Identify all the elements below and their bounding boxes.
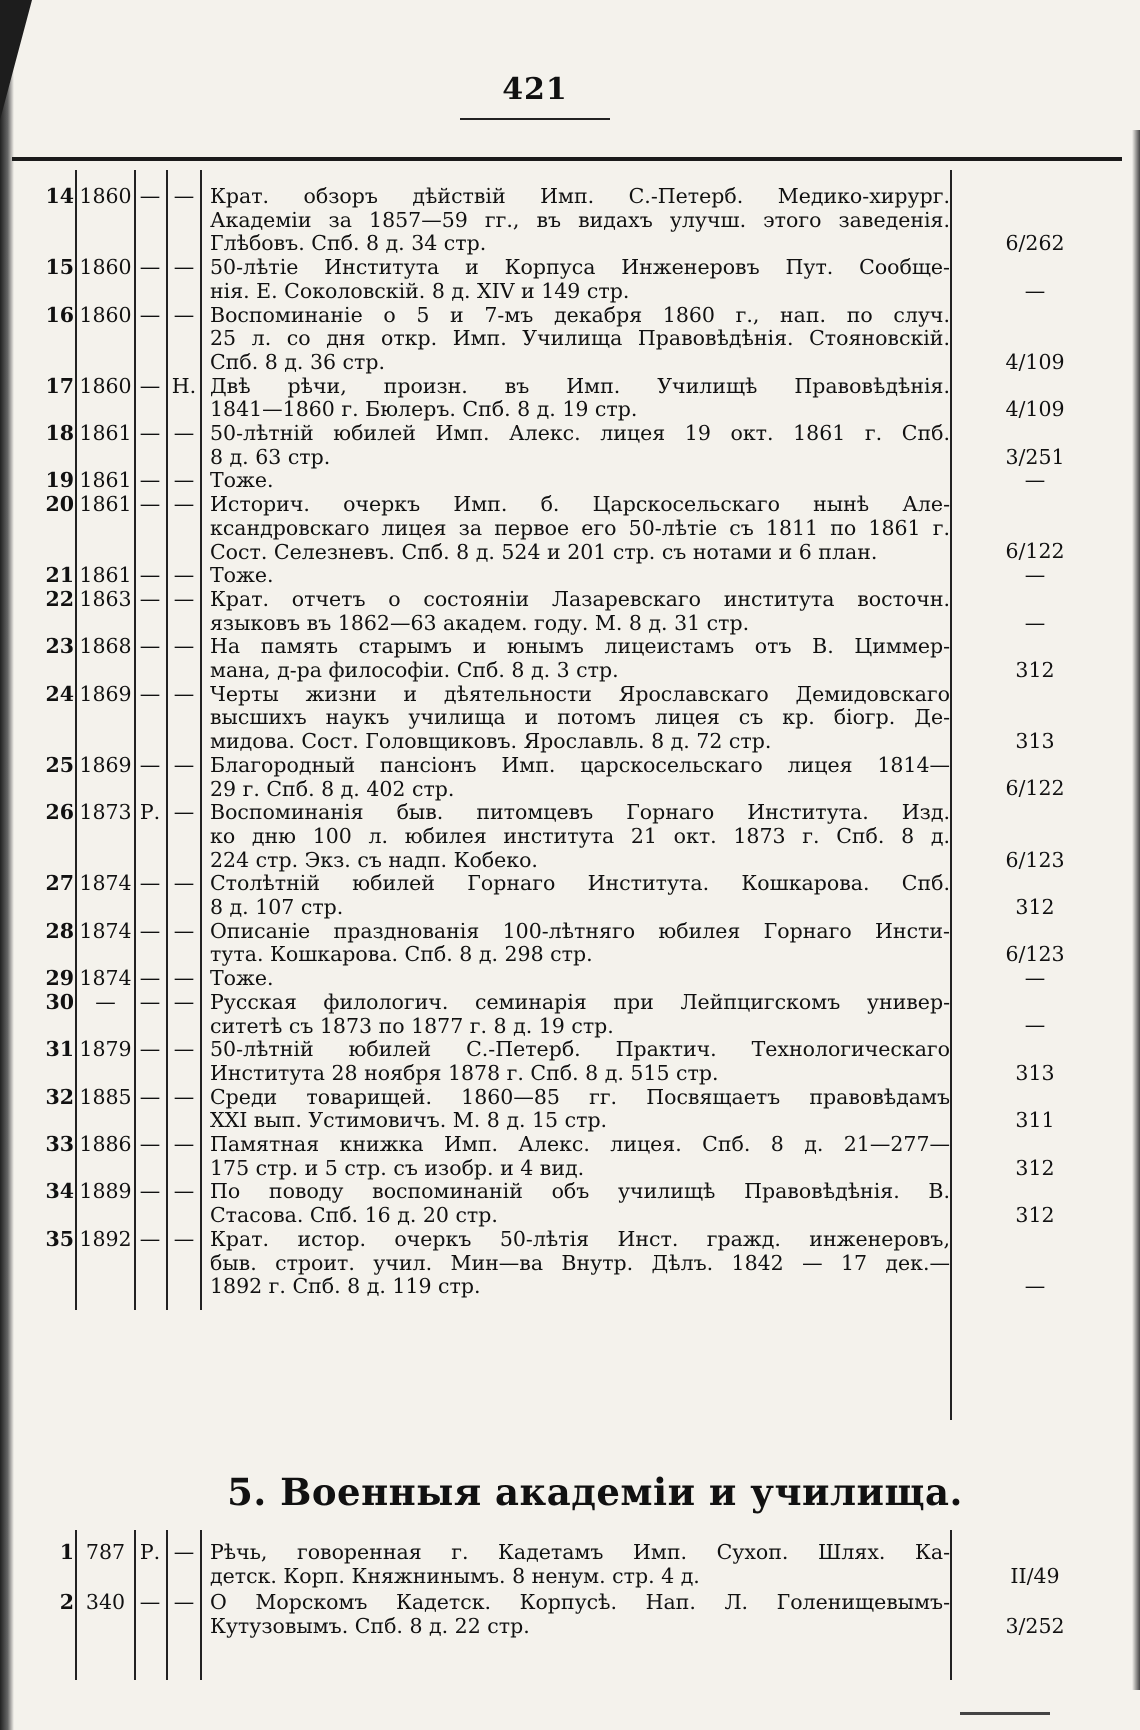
entry-line: мана, д-ра философіи. Спб. 8 д. 3 стр. bbox=[210, 658, 619, 682]
entry-line: Столѣтній юбилей Горнаго Института. Кошкарова. Спб. bbox=[210, 871, 950, 896]
entry-description bbox=[210, 588, 950, 635]
table-row bbox=[0, 801, 1140, 872]
table-row bbox=[0, 1540, 1140, 1588]
entry-description bbox=[210, 801, 950, 872]
entry-number: 2 bbox=[59, 1590, 74, 1614]
entry-line: Тоже. bbox=[210, 966, 274, 991]
entry-line: Историч. очеркъ Имп. б. Царскосельскаго нынѣ Але- bbox=[210, 492, 950, 517]
table-top-rule bbox=[12, 157, 1122, 161]
entry-year: — bbox=[95, 989, 116, 1014]
table-row bbox=[0, 185, 1140, 256]
entry-year: 1860 bbox=[79, 373, 132, 398]
entry-line: XXI вып. Устимовичъ. М. 8 д. 15 стр. bbox=[210, 1108, 608, 1133]
entry-year: 1861 bbox=[79, 421, 132, 445]
entry-reference: 4/109 bbox=[1005, 397, 1065, 422]
entry-number: 34 bbox=[45, 1179, 74, 1204]
entry-description bbox=[210, 1038, 950, 1085]
entry-line: 50-лѣтній юбилей С.-Петерб. Практич. Технологическаго bbox=[210, 1037, 950, 1062]
entry-line: 50-лѣтній юбилей Имп. Алекс. лицея 19 окт. 1861 г. Спб. bbox=[210, 421, 950, 445]
entry-line: Глѣбовъ. Спб. 8 д. 34 стр. bbox=[210, 231, 487, 256]
entry-description bbox=[210, 1133, 950, 1180]
entry-year: 1892 bbox=[79, 1226, 132, 1251]
entry-number: 16 bbox=[45, 302, 74, 327]
entry-mark-left: — bbox=[139, 681, 161, 706]
scan-mark bbox=[960, 1712, 1050, 1715]
entry-description bbox=[210, 1590, 950, 1638]
entry-line: По поводу воспоминаній объ училищѣ Правовѣдѣнія. В. bbox=[210, 1179, 950, 1204]
entry-mark-left: — bbox=[139, 302, 161, 327]
table-row bbox=[0, 872, 1140, 919]
entry-reference: — bbox=[1024, 563, 1046, 588]
entry-line: Воспоминанія быв. питомцевъ Горнаго Института. Изд. bbox=[210, 800, 950, 825]
entry-mark-right: — bbox=[173, 918, 195, 943]
entry-line: 8 д. 107 стр. bbox=[210, 895, 344, 919]
entry-mark-left: — bbox=[139, 752, 161, 777]
entry-description bbox=[210, 256, 950, 303]
section-title: 5. Военныя академіи и училища. bbox=[227, 1470, 963, 1514]
table-row bbox=[0, 375, 1140, 422]
entry-reference: 3/252 bbox=[1005, 1614, 1065, 1638]
entry-mark-right: — bbox=[173, 871, 195, 896]
entry-description bbox=[210, 564, 950, 588]
entry-line: тута. Кошкарова. Спб. 8 д. 298 стр. bbox=[210, 942, 593, 967]
entry-number: 14 bbox=[45, 184, 74, 208]
table-row bbox=[0, 422, 1140, 469]
table-row bbox=[0, 304, 1140, 375]
entry-number: 25 bbox=[45, 752, 74, 777]
entry-mark-left: — bbox=[139, 586, 161, 611]
entry-mark-left: — bbox=[139, 255, 161, 280]
entry-line: ксандровскаго лицея за первое его 50-лѣтіе съ 1811 по 1861 г. bbox=[210, 515, 950, 540]
entry-description bbox=[210, 493, 950, 564]
entry-number: 26 bbox=[45, 800, 74, 825]
entry-mark-left: — bbox=[139, 918, 161, 943]
entry-line: Крат. обзоръ дѣйствій Имп. С.-Петерб. Медико-хирург. bbox=[210, 184, 950, 208]
entry-line: нія. Е. Соколовскій. 8 д. XIV и 149 стр. bbox=[210, 278, 630, 303]
entry-mark-right: — bbox=[173, 421, 195, 445]
entry-mark-right: — bbox=[173, 966, 195, 991]
entry-description bbox=[210, 1540, 950, 1588]
entry-mark-left: — bbox=[139, 468, 161, 493]
entry-description bbox=[210, 1180, 950, 1227]
table-row bbox=[0, 493, 1140, 564]
entry-mark-right: — bbox=[173, 1179, 195, 1204]
table-row bbox=[0, 564, 1140, 588]
entry-reference: — bbox=[1024, 1274, 1046, 1299]
entry-mark-right: — bbox=[173, 255, 195, 280]
entry-year: 1861 bbox=[79, 468, 132, 493]
entry-reference: 6/262 bbox=[1005, 231, 1065, 256]
entry-line: Стасова. Спб. 16 д. 20 стр. bbox=[210, 1203, 498, 1228]
table-row bbox=[0, 1133, 1140, 1180]
table-row bbox=[0, 1228, 1140, 1299]
entry-year: 1861 bbox=[79, 563, 132, 588]
entry-line: ко дню 100 л. юбилея института 21 окт. 1873 г. Спб. 8 д. bbox=[210, 823, 950, 848]
entry-number: 17 bbox=[45, 373, 74, 398]
entry-description bbox=[210, 754, 950, 801]
entry-reference: 6/122 bbox=[1005, 539, 1065, 564]
entry-description bbox=[210, 1228, 950, 1299]
entry-number: 30 bbox=[45, 989, 74, 1014]
entry-mark-left: — bbox=[139, 1590, 161, 1614]
entry-number: 18 bbox=[45, 421, 74, 445]
entry-line: ситетѣ съ 1873 по 1877 г. 8 д. 19 стр. bbox=[210, 1013, 614, 1038]
page-number-underline bbox=[460, 118, 610, 120]
entry-description bbox=[210, 185, 950, 256]
entry-mark-left: — bbox=[139, 966, 161, 991]
entry-description bbox=[210, 991, 950, 1038]
entry-year: 340 bbox=[85, 1590, 126, 1614]
table-row bbox=[0, 967, 1140, 991]
page-number: 421 bbox=[502, 72, 568, 107]
entry-number: 21 bbox=[45, 563, 74, 588]
entry-mark-left: — bbox=[139, 871, 161, 896]
entry-description bbox=[210, 635, 950, 682]
entry-line: Воспоминаніе о 5 и 7-мъ декабря 1860 г., нап. по случ. bbox=[210, 302, 950, 327]
entry-reference: 6/123 bbox=[1005, 942, 1065, 967]
table-row bbox=[0, 588, 1140, 635]
entry-number: 19 bbox=[45, 468, 74, 493]
entry-mark-right: — bbox=[173, 468, 195, 493]
entry-year: 1860 bbox=[79, 255, 132, 280]
entry-mark-left: — bbox=[139, 1132, 161, 1156]
entry-line: 1892 г. Спб. 8 д. 119 стр. bbox=[210, 1274, 481, 1299]
entry-description bbox=[210, 375, 950, 422]
entry-description bbox=[210, 683, 950, 754]
entry-line: Крат. истор. очеркъ 50-лѣтія Инст. гражд. инженеровъ, bbox=[210, 1226, 950, 1251]
entry-mark-left: — bbox=[139, 634, 161, 659]
entry-year: 1863 bbox=[79, 586, 132, 611]
entry-year: 1874 bbox=[79, 871, 132, 896]
entry-line: Русская филологич. семинарія при Лейпцигскомъ универ- bbox=[210, 989, 950, 1014]
entry-number: 23 bbox=[45, 634, 74, 659]
entry-mark-left: — bbox=[139, 989, 161, 1014]
entry-line: Описаніе празднованія 100-лѣтняго юбилея Горнаго Инсти- bbox=[210, 918, 950, 943]
entry-line: На память старымъ и юнымъ лицеистамъ отъ В. Циммер- bbox=[210, 634, 950, 659]
entry-number: 29 bbox=[45, 966, 74, 991]
entry-line: детск. Корп. Княжнинымъ. 8 ненум. стр. 4 д. bbox=[210, 1564, 700, 1588]
entry-reference: — bbox=[1024, 468, 1046, 493]
entry-year: 1885 bbox=[79, 1084, 132, 1109]
entry-line: 224 стр. Экз. съ надп. Кобеко. bbox=[210, 847, 538, 872]
table-row bbox=[0, 635, 1140, 682]
entry-mark-left: — bbox=[139, 563, 161, 588]
entry-year: 1879 bbox=[79, 1037, 132, 1062]
entry-description bbox=[210, 1086, 950, 1133]
entry-mark-left: — bbox=[139, 1226, 161, 1251]
entry-year: 1886 bbox=[79, 1132, 132, 1156]
entry-line: 25 л. со дня откр. Имп. Училища Правовѣдѣнія. Стояновскій. bbox=[210, 326, 950, 351]
entry-line: Рѣчь, говоренная г. Кадетамъ Имп. Сухоп. Шлях. Ка- bbox=[210, 1540, 950, 1564]
entry-line: высшихъ наукъ училища и потомъ лицея съ кр. біогр. Де- bbox=[210, 705, 950, 730]
entry-year: 1889 bbox=[79, 1179, 132, 1204]
entry-mark-left: — bbox=[139, 421, 161, 445]
entry-reference: — bbox=[1024, 610, 1046, 635]
entry-number: 35 bbox=[45, 1226, 74, 1251]
entry-mark-left: — bbox=[139, 1037, 161, 1062]
entry-line: языковъ въ 1862—63 академ. году. М. 8 д. 31 стр. bbox=[210, 610, 750, 635]
table-row bbox=[0, 920, 1140, 967]
entry-line: Благородный пансіонъ Имп. царскосельскаго лицея 1814— bbox=[210, 752, 950, 777]
entry-year: 787 bbox=[85, 1540, 126, 1564]
entry-description bbox=[210, 304, 950, 375]
entry-mark-left: — bbox=[139, 1179, 161, 1204]
entry-line: Кутузовымъ. Спб. 8 д. 22 стр. bbox=[210, 1614, 530, 1638]
entry-reference: II/49 bbox=[1010, 1564, 1060, 1588]
table-row bbox=[0, 1086, 1140, 1133]
entry-reference: — bbox=[1024, 1013, 1046, 1038]
table-row bbox=[0, 256, 1140, 303]
entry-mark-right: — bbox=[173, 752, 195, 777]
entry-year: 1874 bbox=[79, 966, 132, 991]
entry-reference: 312 bbox=[1015, 1203, 1055, 1228]
entry-reference: 4/109 bbox=[1005, 349, 1065, 374]
entry-number: 24 bbox=[45, 681, 74, 706]
entry-line: быв. строит. учил. Мин—ва Внутр. Дѣлъ. 1842 — 17 дек.— bbox=[210, 1250, 950, 1275]
entry-year: 1860 bbox=[79, 302, 132, 327]
entry-mark-left: Р. bbox=[139, 800, 161, 825]
entry-reference: 6/122 bbox=[1005, 776, 1065, 801]
entry-line: Института 28 ноября 1878 г. Спб. 8 д. 515 стр. bbox=[210, 1060, 719, 1085]
entry-mark-right: — bbox=[173, 586, 195, 611]
entry-line: 29 г. Спб. 8 д. 402 стр. bbox=[210, 776, 455, 801]
entry-mark-right: — bbox=[173, 184, 195, 208]
entry-reference: — bbox=[1024, 966, 1046, 991]
entry-mark-right: — bbox=[173, 1226, 195, 1251]
entry-number: 27 bbox=[45, 871, 74, 896]
table-row bbox=[0, 683, 1140, 754]
entry-mark-right: Н. bbox=[171, 373, 197, 398]
entry-mark-right: — bbox=[173, 989, 195, 1014]
entry-mark-right: — bbox=[173, 1084, 195, 1109]
entry-number: 31 bbox=[45, 1037, 74, 1062]
entry-number: 20 bbox=[45, 492, 74, 517]
entry-reference: 313 bbox=[1015, 729, 1055, 754]
entry-line: 1841—1860 г. Бюлеръ. Спб. 8 д. 19 стр. bbox=[210, 397, 638, 422]
entry-number: 32 bbox=[45, 1084, 74, 1109]
entry-mark-left: — bbox=[139, 184, 161, 208]
entry-year: 1869 bbox=[79, 752, 132, 777]
entry-year: 1869 bbox=[79, 681, 132, 706]
entry-line: 8 д. 63 стр. bbox=[210, 444, 331, 469]
table-row bbox=[0, 1180, 1140, 1227]
entry-line: мидова. Сост. Головщиковъ. Ярославль. 8 д. 72 стр. bbox=[210, 729, 772, 754]
entry-line: Памятная книжка Имп. Алекс. лицея. Спб. 8 д. 21—277— bbox=[210, 1132, 950, 1156]
entry-mark-left: — bbox=[139, 373, 161, 398]
entry-line: Тоже. bbox=[210, 563, 274, 588]
entry-description bbox=[210, 967, 950, 991]
entry-mark-left: Р. bbox=[139, 1540, 161, 1564]
entry-reference: 312 bbox=[1015, 894, 1055, 919]
entry-mark-left: — bbox=[139, 492, 161, 517]
scan-shadow-corner bbox=[0, 0, 32, 120]
entry-year: 1868 bbox=[79, 634, 132, 659]
entry-line: Тоже. bbox=[210, 468, 274, 493]
entry-mark-right: — bbox=[173, 1037, 195, 1062]
entry-year: 1874 bbox=[79, 918, 132, 943]
entry-reference: 312 bbox=[1015, 1155, 1055, 1180]
entry-mark-right: — bbox=[173, 681, 195, 706]
entry-year: 1861 bbox=[79, 492, 132, 517]
entry-line: 50-лѣтіе Института и Корпуса Инженеровъ Пут. Сообще- bbox=[210, 255, 950, 280]
entry-mark-right: — bbox=[173, 634, 195, 659]
entry-reference: — bbox=[1024, 278, 1046, 303]
entry-mark-right: — bbox=[173, 1132, 195, 1156]
entry-line: Спб. 8 д. 36 стр. bbox=[210, 349, 386, 374]
entry-year: 1873 bbox=[79, 800, 132, 825]
entry-reference: 311 bbox=[1015, 1108, 1055, 1133]
entry-line: Двѣ рѣчи, произн. въ Имп. Училищѣ Правовѣдѣнія. bbox=[210, 373, 950, 398]
entry-mark-right: — bbox=[173, 492, 195, 517]
entry-number: 22 bbox=[45, 586, 74, 611]
entry-mark-right: — bbox=[173, 302, 195, 327]
entry-mark-right: — bbox=[173, 800, 195, 825]
entry-mark-left: — bbox=[139, 1084, 161, 1109]
entry-line: О Морскомъ Кадетск. Корпусѣ. Нап. Л. Голенищевымъ- bbox=[210, 1590, 950, 1614]
table-row bbox=[0, 469, 1140, 493]
entry-mark-right: — bbox=[173, 563, 195, 588]
entry-reference: 3/251 bbox=[1005, 444, 1065, 469]
table-row bbox=[0, 991, 1140, 1038]
entry-year: 1860 bbox=[79, 184, 132, 208]
entry-line: Крат. отчетъ о состояніи Лазаревскаго института восточн. bbox=[210, 586, 950, 611]
entry-line: Сост. Селезневъ. Спб. 8 д. 524 и 201 стр. съ нотами и 6 план. bbox=[210, 539, 878, 564]
entry-reference: 6/123 bbox=[1005, 847, 1065, 872]
entry-reference: 313 bbox=[1015, 1060, 1055, 1085]
entry-line: Черты жизни и дѣятельности Ярославскаго Демидовскаго bbox=[210, 681, 950, 706]
table-row bbox=[0, 754, 1140, 801]
table-row bbox=[0, 1590, 1140, 1638]
entry-description bbox=[210, 422, 950, 469]
entry-number: 1 bbox=[59, 1540, 74, 1564]
entry-line: Среди товарищей. 1860—85 гг. Посвящаетъ правовѣдамъ bbox=[210, 1084, 950, 1109]
entry-description bbox=[210, 920, 950, 967]
entry-number: 15 bbox=[45, 255, 74, 280]
table-row bbox=[0, 1038, 1140, 1085]
entry-description bbox=[210, 469, 950, 493]
entry-number: 28 bbox=[45, 918, 74, 943]
entry-number: 33 bbox=[45, 1132, 74, 1156]
entry-reference: 312 bbox=[1015, 657, 1055, 682]
entry-mark-right: — bbox=[173, 1590, 195, 1614]
entry-mark-right: — bbox=[173, 1540, 195, 1564]
entry-description bbox=[210, 872, 950, 919]
entry-line: 175 стр. и 5 стр. съ изобр. и 4 вид. bbox=[210, 1155, 585, 1180]
entry-line: Академіи за 1857—59 гг., въ видахъ улучш. этого заведенія. bbox=[210, 207, 950, 232]
